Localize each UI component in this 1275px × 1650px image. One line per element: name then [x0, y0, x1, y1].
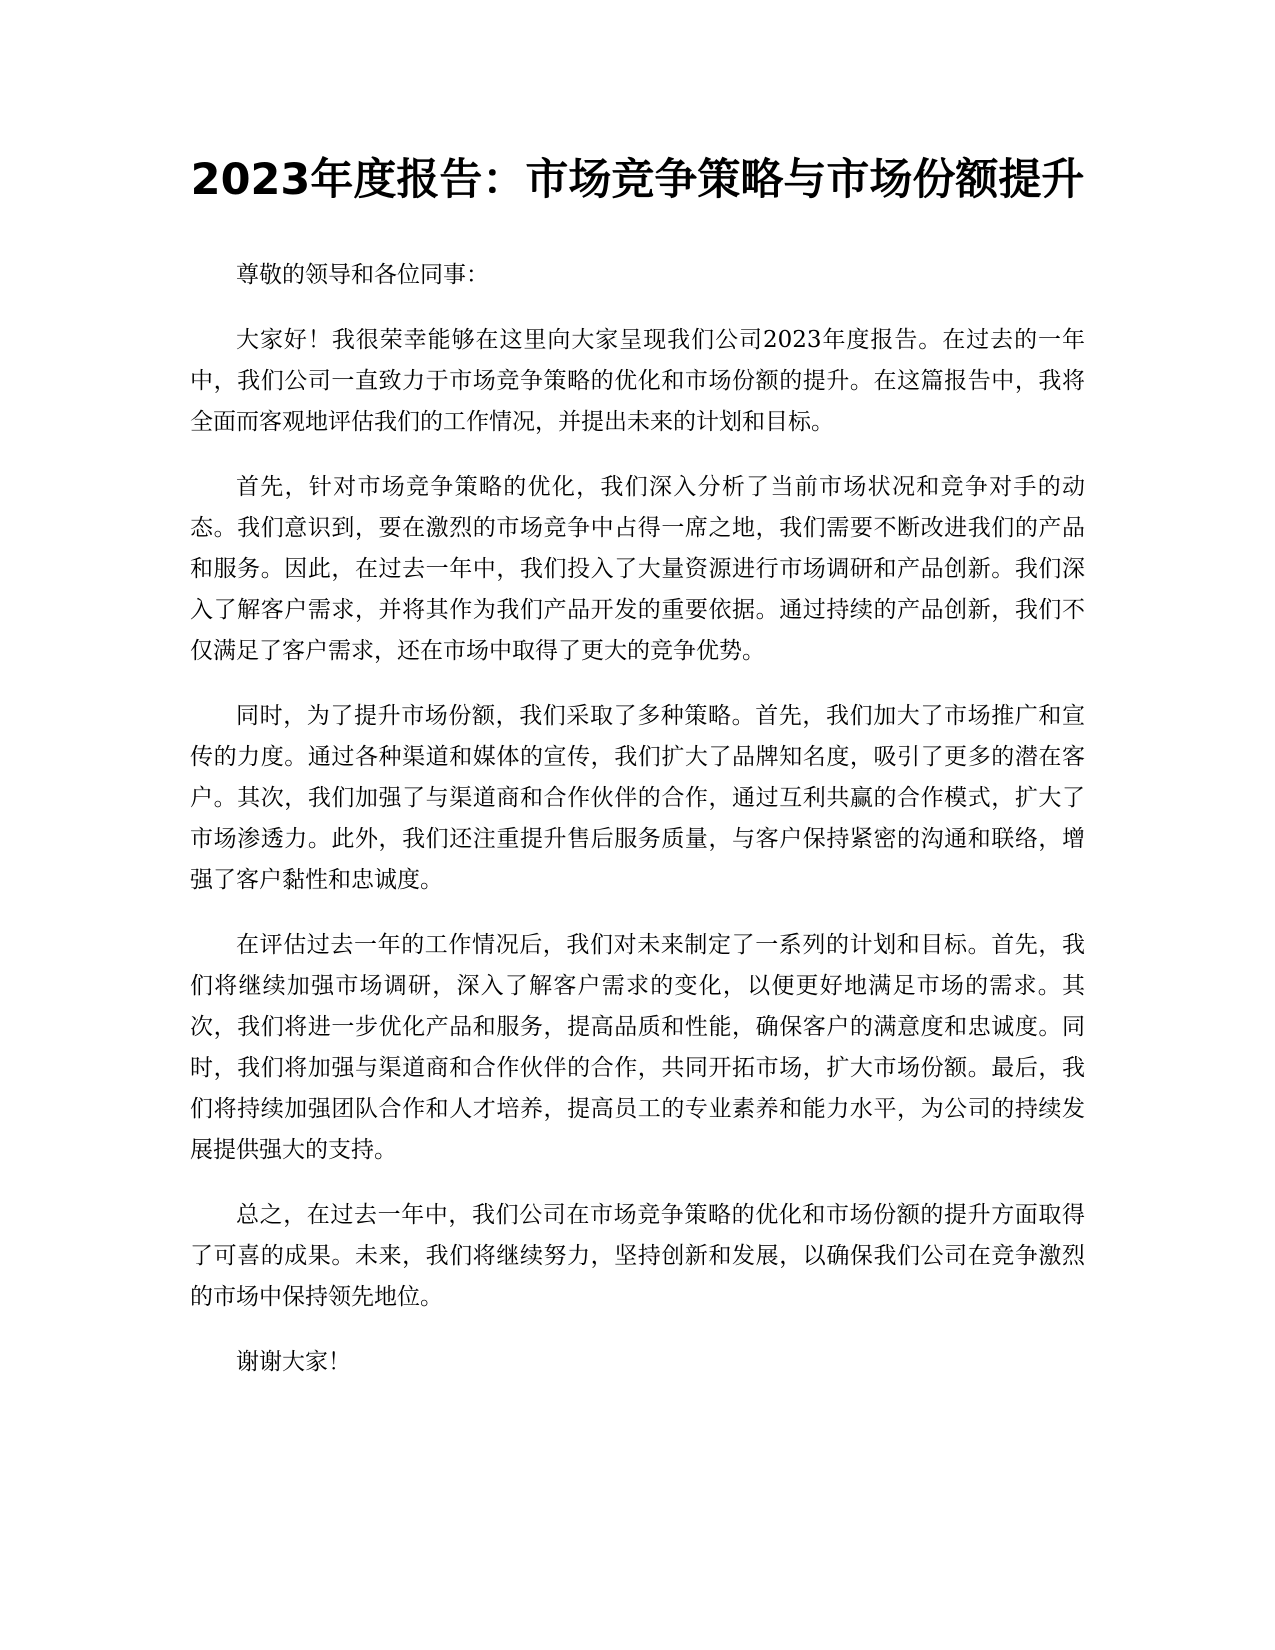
document-title: 2023年度报告：市场竞争策略与市场份额提升 — [190, 155, 1085, 205]
body-paragraph-4: 在评估过去一年的工作情况后，我们对未来制定了一系列的计划和目标。首先，我们将继续加强市场调研，深入了解客户需求的变化，以便更好地满足市场的需求。其次，我们将进一步优化产品和服务，提高品质和性能，确保客户的满意度和忠诚度。同时，我们将加强与渠道商和合作伙伴的合作，共同开拓市场，扩大市场份额。最后，我们将持续加强团队合作和人才培养，提高员工的专业素养和能力水平，为公司的持续发展提供强大的支持。 — [190, 932, 1085, 1163]
salutation: 尊敬的领导和各位同事： — [236, 262, 489, 288]
closing: 谢谢大家！ — [236, 1349, 351, 1375]
body-paragraph-3: 同时，为了提升市场份额，我们采取了多种策略。首先，我们加大了市场推广和宣传的力度。通过各种渠道和媒体的宣传，我们扩大了品牌知名度，吸引了更多的潜在客户。其次，我们加强了与渠道商和合作伙伴的合作，通过互利共赢的合作模式，扩大了市场渗透力。此外，我们还注重提升售后服务质量，与客户保持紧密的沟通和联络，增强了客户黏性和忠诚度。 — [190, 703, 1085, 893]
document-body — [190, 255, 1085, 1383]
body-paragraph-5: 总之，在过去一年中，我们公司在市场竞争策略的优化和市场份额的提升方面取得了可喜的成果。未来，我们将继续努力，坚持创新和发展，以确保我们公司在竞争激烈的市场中保持领先地位。 — [190, 1202, 1085, 1310]
body-paragraph-2: 首先，针对市场竞争策略的优化，我们深入分析了当前市场状况和竞争对手的动态。我们意识到，要在激烈的市场竞争中占得一席之地，我们需要不断改进我们的产品和服务。因此，在过去一年中，我们投入了大量资源进行市场调研和产品创新。我们深入了解客户需求，并将其作为我们产品开发的重要依据。通过持续的产品创新，我们不仅满足了客户需求，还在市场中取得了更大的竞争优势。 — [190, 474, 1085, 664]
body-paragraph-1: 大家好！我很荣幸能够在这里向大家呈现我们公司2023年度报告。在过去的一年中，我们公司一直致力于市场竞争策略的优化和市场份额的提升。在这篇报告中，我将全面而客观地评估我们的工作情况，并提出未来的计划和目标。 — [190, 327, 1085, 435]
